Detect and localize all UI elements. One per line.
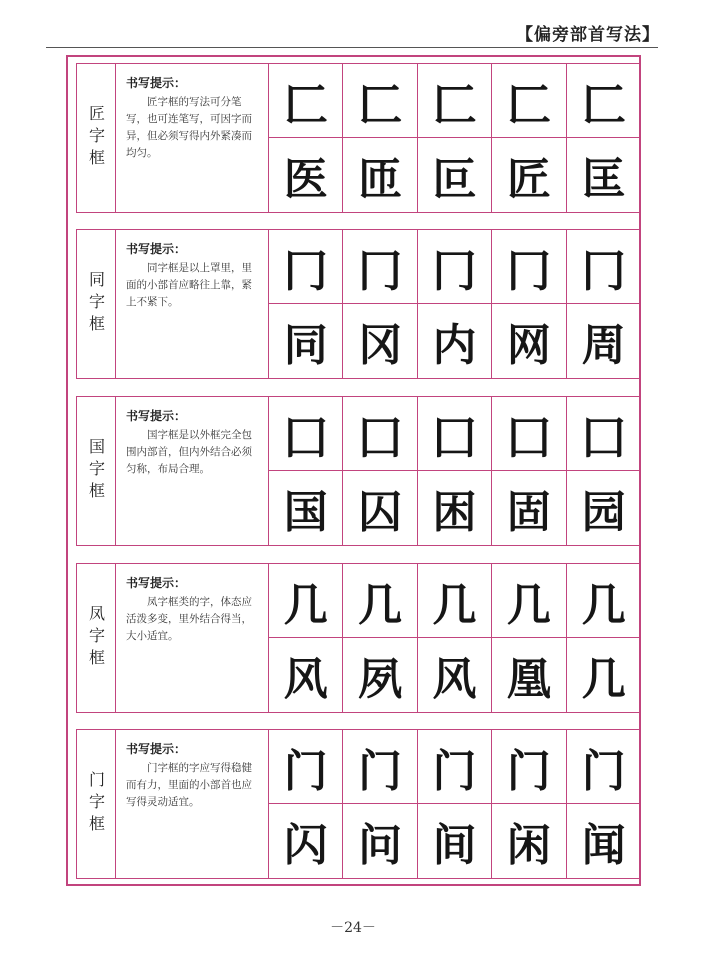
practice-grid — [269, 397, 641, 545]
tip-title: 书写提示： — [126, 742, 187, 756]
example-char-cell: 固 — [492, 471, 566, 545]
example-char-cell: 周 — [581, 320, 626, 371]
section-label-cell — [76, 564, 116, 712]
practice-grid — [269, 230, 641, 378]
section-label: 门字框 — [86, 771, 106, 837]
radical-cell: 门 — [492, 730, 566, 804]
example-char-cell: 匝 — [343, 138, 417, 212]
example-char-cell: 冈 — [343, 304, 417, 378]
radical-cell: 几 — [343, 564, 417, 638]
practice-grid — [269, 564, 641, 712]
example-char-cell: 闻 — [581, 820, 626, 871]
running-header: 【偏旁部首写法】 — [516, 25, 660, 45]
radical-cell: 几 — [492, 564, 566, 638]
radical-cell: 囗 — [567, 397, 641, 471]
page-number: －24－ — [330, 920, 376, 936]
writing-tip — [116, 64, 269, 212]
section-label: 国字框 — [86, 438, 106, 504]
radical-cell: 几 — [567, 564, 641, 638]
tip-title: 书写提示： — [126, 76, 187, 90]
tip-title: 书写提示： — [126, 242, 187, 256]
radical-cell: 冂 — [343, 230, 417, 304]
example-char-cell: 匠 — [492, 138, 566, 212]
writing-tip — [116, 564, 269, 712]
radical-cell: 囗 — [269, 397, 343, 471]
practice-section — [76, 729, 641, 879]
radical-cell: 匚 — [343, 64, 417, 138]
section-label-cell — [76, 64, 116, 212]
practice-section — [76, 229, 641, 379]
tip-title: 书写提示： — [126, 576, 187, 590]
radical-cell: 囗 — [418, 397, 492, 471]
example-char-cell: 叵 — [418, 138, 492, 212]
radical-cell: 匚 — [418, 64, 492, 138]
tip-body: 匠字框的写法可分笔写，也可连笔写，可因字而异，但必须写得内外紧凑而均匀。 — [126, 96, 252, 159]
example-char-cell: 同 — [269, 304, 343, 378]
radical-cell: 囗 — [492, 397, 566, 471]
practice-section — [76, 563, 641, 713]
radical-cell: 几 — [269, 564, 343, 638]
section-label: 凤字框 — [86, 605, 106, 671]
example-char-cell: 风 — [418, 638, 492, 712]
radical-cell: 匚 — [492, 64, 566, 138]
example-char-cell: 匡 — [581, 154, 626, 205]
example-char-cell: 园 — [581, 487, 626, 538]
example-char-cell: 困 — [418, 471, 492, 545]
example-char-cell: 闪 — [269, 804, 343, 878]
section-label-cell — [76, 730, 116, 878]
radical-cell: 门 — [343, 730, 417, 804]
example-char-cell: 凰 — [492, 638, 566, 712]
example-char-cell: 间 — [418, 804, 492, 878]
radical-cell: 冂 — [567, 230, 641, 304]
example-char-cell: 网 — [492, 304, 566, 378]
tip-body: 凤字框类的字，体态应活泼多变，里外结合得当，大小适宜。 — [126, 596, 252, 642]
tip-body: 同字框是以上罩里，里面的小部首应略往上靠，紧上不紧下。 — [126, 262, 252, 308]
radical-cell: 门 — [567, 730, 641, 804]
writing-tip — [116, 730, 269, 878]
practice-grid — [269, 730, 641, 878]
example-char-cell: 囚 — [343, 471, 417, 545]
radical-cell: 门 — [418, 730, 492, 804]
section-label-cell — [76, 230, 116, 378]
practice-section — [76, 63, 641, 213]
example-char-cell: 医 — [269, 138, 343, 212]
example-char-cell: 问 — [343, 804, 417, 878]
radical-cell: 几 — [418, 564, 492, 638]
tip-title: 书写提示： — [126, 409, 187, 423]
example-char-cell: 风 — [269, 638, 343, 712]
radical-cell: 冂 — [492, 230, 566, 304]
writing-tip — [116, 230, 269, 378]
radical-cell: 匚 — [567, 64, 641, 138]
example-char-cell: 夙 — [343, 638, 417, 712]
practice-section — [76, 396, 641, 546]
section-label: 匠字框 — [86, 105, 106, 171]
writing-tip — [116, 397, 269, 545]
radical-cell: 门 — [269, 730, 343, 804]
tip-body: 门字框的字应写得稳健而有力，里面的小部首也应写得灵动适宜。 — [126, 762, 252, 808]
example-char-cell: 内 — [418, 304, 492, 378]
radical-cell: 匚 — [269, 64, 343, 138]
header-rule — [46, 47, 658, 48]
radical-cell: 囗 — [343, 397, 417, 471]
practice-grid — [269, 64, 641, 212]
section-label-cell — [76, 397, 116, 545]
section-label: 同字框 — [86, 271, 106, 337]
example-char-cell: 几 — [581, 654, 626, 705]
radical-cell: 冂 — [418, 230, 492, 304]
radical-cell: 冂 — [269, 230, 343, 304]
example-char-cell: 闲 — [492, 804, 566, 878]
tip-body: 国字框是以外框完全包围内部首，但内外结合必须匀称，布局合理。 — [126, 429, 252, 475]
example-char-cell: 国 — [269, 471, 343, 545]
